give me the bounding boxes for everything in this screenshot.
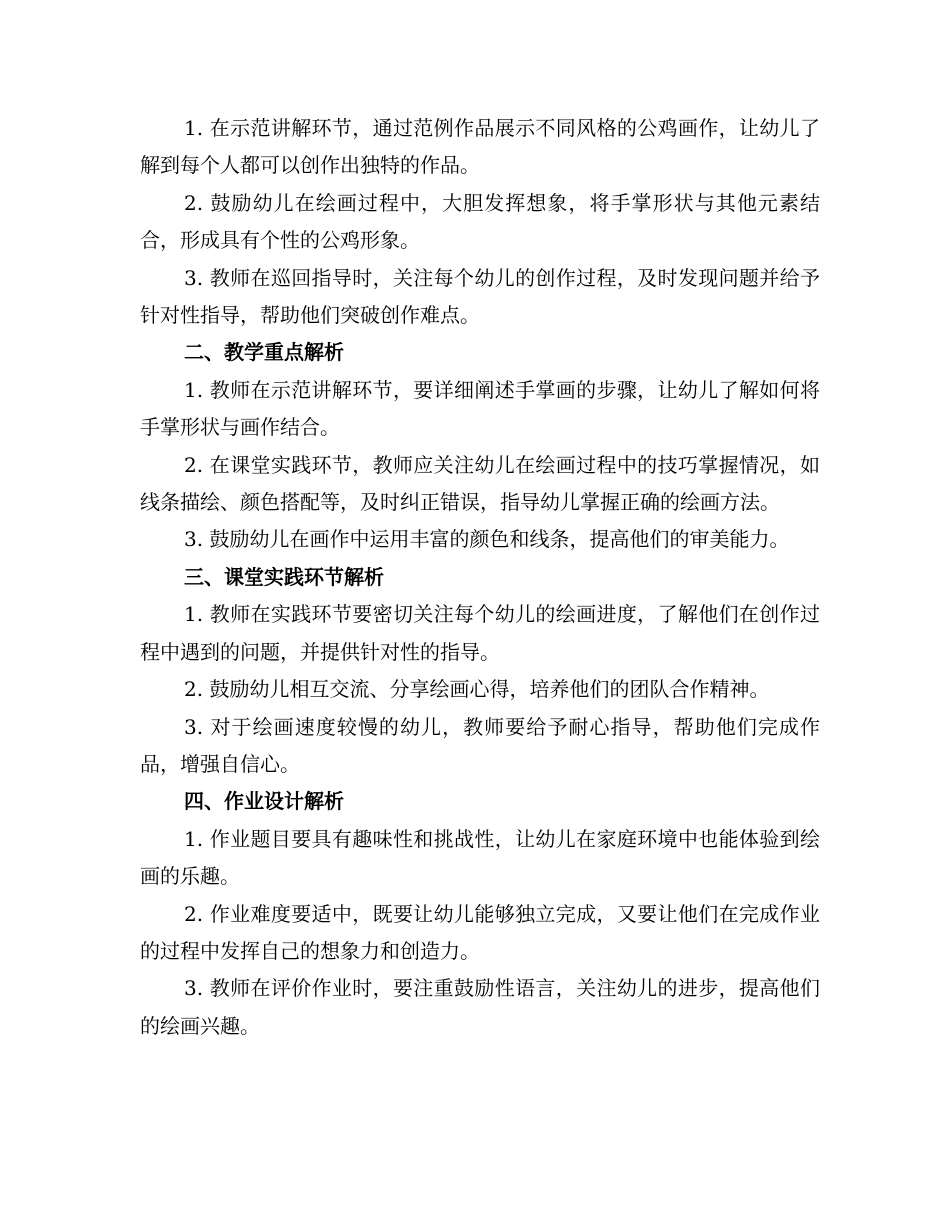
list-item: 1. 在示范讲解环节，通过范例作品展示不同风格的公鸡画作，让幼儿了解到每个人都可以创作出独特的作品。 — [140, 116, 820, 178]
list-item: 3. 鼓励幼儿在画作中运用丰富的颜色和线条，提高他们的审美能力。 — [184, 527, 790, 552]
list-item: 2. 在课堂实践环节，教师应关注幼儿在绘画过程中的技巧掌握情况，如线条描绘、颜色搭配等，及时纠正错误，指导幼儿掌握正确的绘画方法。 — [140, 452, 820, 515]
list-item: 2. 鼓励幼儿相互交流、分享绘画心得，培养他们的团队合作精神。 — [184, 677, 770, 702]
list-item: 3. 教师在巡回指导时，关注每个幼儿的创作过程，及时发现问题并给予针对性指导，帮助他们突破创作难点。 — [140, 265, 820, 328]
section-heading: 四、作业设计解析 — [184, 789, 344, 814]
list-item: 2. 作业难度要适中，既要让幼儿能够独立完成，又要让他们在完成作业的过程中发挥自己的想象力和创造力。 — [140, 901, 820, 963]
list-item: 3. 教师在评价作业时，要注重鼓励性语言，关注幼儿的进步，提高他们的绘画兴趣。 — [140, 976, 820, 1038]
document-body — [140, 110, 820, 1045]
section-heading: 二、教学重点解析 — [184, 340, 344, 365]
list-item: 3. 对于绘画速度较慢的幼儿，教师要给予耐心指导，帮助他们完成作品，增强自信心。 — [140, 714, 820, 776]
list-item: 1. 作业题目要具有趣味性和挑战性，让幼儿在家庭环境中也能体验到绘画的乐趣。 — [140, 826, 820, 889]
list-item: 1. 教师在实践环节要密切关注每个幼儿的绘画进度，了解他们在创作过程中遇到的问题，并提供针对性的指导。 — [140, 602, 820, 664]
list-item: 2. 鼓励幼儿在绘画过程中，大胆发挥想象，将手掌形状与其他元素结合，形成具有个性的公鸡形象。 — [140, 190, 820, 253]
list-item: 1. 教师在示范讲解环节，要详细阐述手掌画的步骤，让幼儿了解如何将手掌形状与画作结合。 — [140, 377, 820, 440]
section-heading: 三、课堂实践环节解析 — [184, 564, 384, 589]
